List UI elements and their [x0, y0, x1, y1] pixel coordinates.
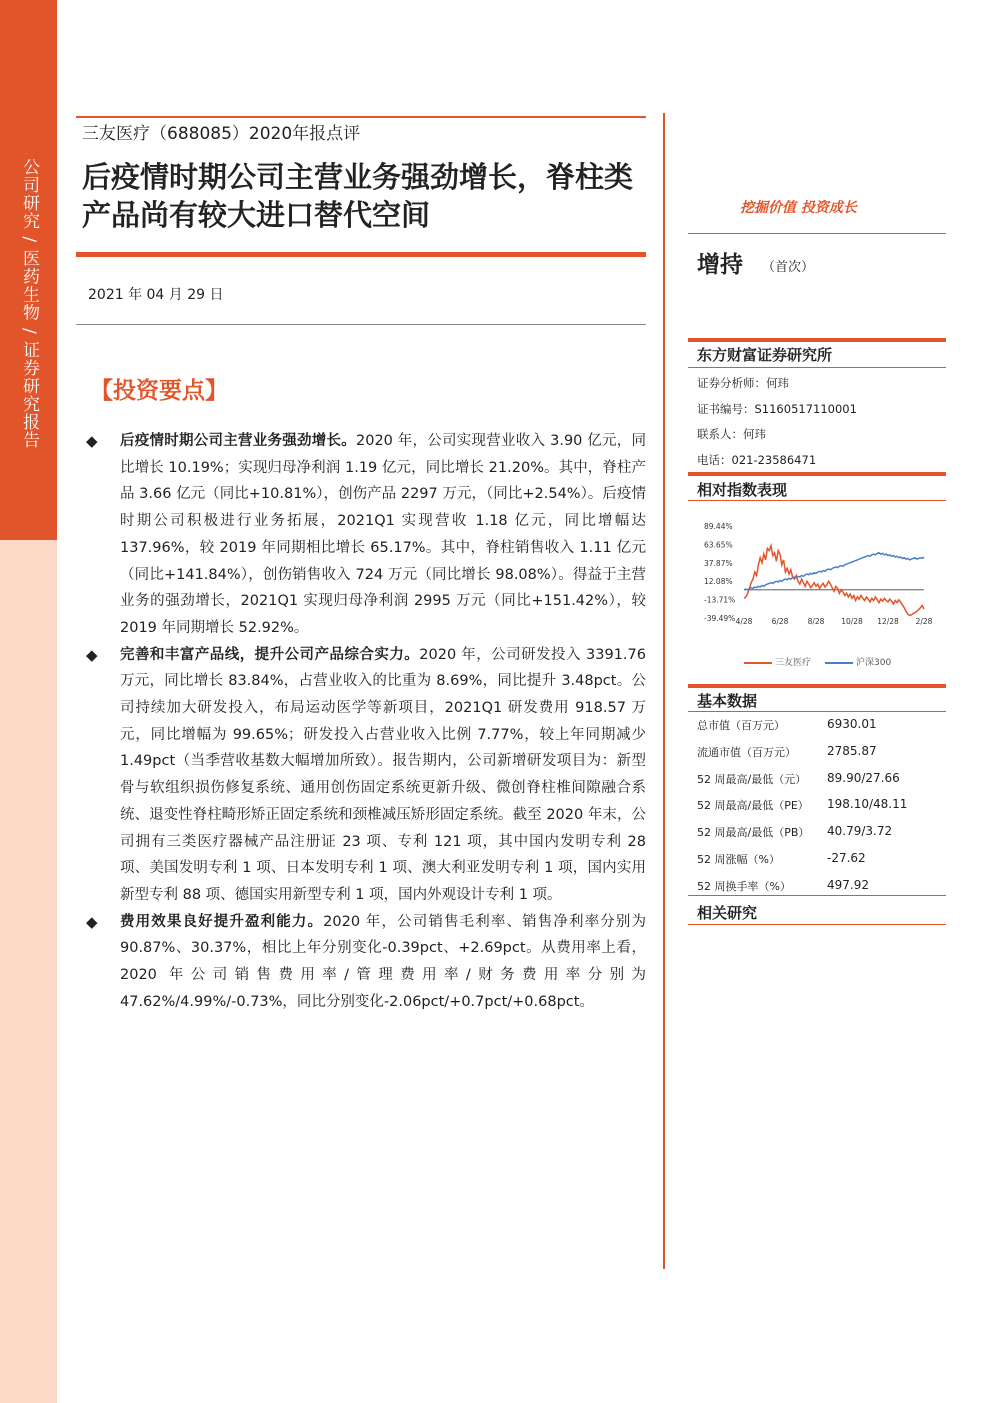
key-point-body: 2020 年，公司实现营业收入 3.90 亿元，同比增长 10.19%；实现归母净利润 1.19 亿元，同比增长 21.20%。其中，脊柱产品 3.66 亿元（同比+10.81%），创伤产品 2297 万元，（同比+2.54%）。后疫情时期公司积极进行业务拓展，2021Q1 实现营收 1.18 亿元，同比增幅达 137.96%，较 2019 年同期相比增长 65.17%。其中，脊柱销售收入 1.11 亿元（同比+141.84%），创伤销售收入 724 万元（同比增长 98.08%）。得益于主营业务的强劲增长，2021Q1 实现归母净利润 2995 万元（同比+151.42%），较 2019 年同期增长 52.92%。	[120, 433, 647, 636]
report-title: 后疫情时期公司主营业务强劲增长，脊柱类产品尚有较大进口替代空间	[82, 160, 634, 232]
y-tick-label: 63.65%	[704, 540, 733, 550]
x-tick-label: 12/28	[877, 617, 899, 626]
date-rule	[76, 324, 646, 325]
chart-legend	[744, 655, 891, 668]
basic-data-key: 52 周最高/最低（PE）	[697, 799, 809, 813]
x-tick-label: 6/28	[771, 617, 789, 626]
perf-heading: 相对指数表现	[697, 481, 788, 499]
basic-data-row	[697, 764, 942, 791]
legend-item-stock: 三友医疗	[744, 655, 811, 668]
series-line-index	[744, 553, 924, 590]
report-date: 2021 年 04 月 29 日	[88, 287, 224, 303]
basic-data-table	[697, 710, 942, 898]
basic-data-row	[697, 710, 942, 737]
analyst: 证券分析师：何玮	[697, 376, 789, 390]
basic-data-value: 497.92	[827, 877, 869, 892]
basic-data-value: 40.79/3.72	[827, 824, 893, 839]
related-heading: 相关研究	[697, 904, 758, 922]
key-point-body: 2020 年，公司研发投入 3391.76 万元，同比增长 83.84%，占营业收入的比重为 8.69%，同比提升 3.48pct。公司持续加大研发投入，布局运动医学等新项目，2021Q1 研发费用 918.57 万元，同比增幅为 99.65%；研发投入占营业收入比例 7.77%，较上年同期减少 1.49pct（当季营收基数大幅增加所致）。报告期内，公司新增研发项目为：新型骨与软组织损伤修复系统、通用创伤固定系统更新升级、微创脊柱椎间隙融合系统、退变性脊柱畸形矫正固定系统和颈椎减压矫形固定系统。截至 2020 年末，公司拥有三类医疗器械产品注册证 23 项、专利 121 项，其中国内发明专利 28 项、美国发明专利 1 项、日本发明专利 1 项、澳大利亚发明专利 1 项，国内实用新型专利 88 项、德国实用新型专利 1 项，国内外观设计专利 1 项。	[120, 646, 646, 903]
diamond-bullet-icon: ◆	[86, 432, 98, 450]
basic-data-row	[697, 844, 942, 871]
contact: 联系人：何玮	[697, 427, 766, 441]
basic-data-key: 52 周换手率（%）	[697, 879, 791, 893]
basic-data-row	[697, 817, 942, 844]
basic-data-row	[697, 871, 942, 898]
key-point	[86, 909, 646, 1016]
basic-data-value: -27.62	[827, 850, 866, 865]
basic-heading: 基本数据	[697, 692, 758, 710]
rating-note: （首次）	[762, 260, 815, 275]
slogan-rule	[688, 233, 946, 234]
basic-data-row	[697, 790, 942, 817]
basic-data-key: 52 周涨幅（%）	[697, 852, 780, 866]
key-point-lead: 完善和丰富产品线，提升公司产品综合实力。	[120, 646, 420, 663]
sidebar-category: 公司研究 / 医药生物 / 证券研究报告	[19, 158, 39, 450]
institute-bar	[688, 338, 946, 342]
y-tick-label: -13.71%	[704, 595, 736, 605]
section-heading: 【投资要点】	[90, 377, 228, 404]
basic-data-value: 198.10/48.11	[827, 797, 908, 812]
y-tick-label: 89.44%	[704, 522, 733, 531]
cert-number: 证书编号：S1160517110001	[697, 402, 857, 416]
report-subtitle: 三友医疗（688085）2020年报点评	[82, 124, 361, 144]
basic-data-key: 总市值（百万元）	[697, 719, 785, 732]
key-point	[86, 428, 646, 642]
header-rule	[76, 116, 646, 118]
perf-rule	[688, 500, 946, 501]
rating: 增持	[697, 252, 743, 278]
key-points	[86, 428, 646, 1015]
relative-performance-chart	[700, 518, 933, 638]
y-tick-label: 12.08%	[704, 577, 733, 587]
key-point	[86, 642, 646, 909]
x-tick-label: 8/28	[807, 617, 825, 626]
slogan: 挖掘价值 投资成长	[740, 200, 857, 216]
institute-name: 东方财富证券研究所	[697, 346, 833, 364]
institute-rule	[688, 367, 946, 368]
basic-data-key: 流通市值（百万元）	[697, 745, 796, 759]
y-tick-label: -39.49%	[704, 614, 736, 623]
key-point-body: 2020 年，公司销售毛利率、销售净利率分别为 90.87%、30.37%，相比上年分别变化-0.39pct、+2.69pct。从费用率上看，2020 年公司销售费用率/管理费用率/财务费用率分别为 47.62%/4.99%/-0.73%，同比分别变化-2.06pct/+0.7pct/+0.68pct。	[120, 913, 646, 1010]
legend-item-index: 沪深300	[825, 655, 891, 668]
basic-data-value: 2785.87	[827, 743, 877, 758]
phone: 电话：021-23586471	[697, 453, 817, 467]
basic-bar	[688, 684, 946, 688]
x-tick-label: 10/28	[841, 617, 863, 626]
key-point-lead: 后疫情时期公司主营业务强劲增长。	[120, 433, 356, 449]
basic-data-key: 52 周最高/最低（元）	[697, 772, 807, 786]
key-point-lead: 费用效果良好提升盈利能力。	[120, 913, 324, 930]
basic-data-key: 52 周最高/最低（PB）	[697, 826, 810, 840]
title-rule	[76, 252, 646, 257]
x-tick-label: 2/28	[915, 617, 933, 626]
column-divider	[663, 113, 665, 1269]
diamond-bullet-icon: ◆	[86, 645, 98, 664]
related-top-rule	[688, 895, 946, 896]
perf-bar	[688, 472, 946, 476]
basic-data-value: 89.90/27.66	[827, 770, 900, 785]
y-tick-label: 37.87%	[704, 558, 733, 568]
diamond-bullet-icon: ◆	[86, 912, 98, 931]
basic-data-value: 6930.01	[827, 717, 877, 731]
related-rule	[688, 924, 946, 925]
x-tick-label: 4/28	[735, 617, 753, 626]
basic-data-row	[697, 737, 942, 764]
side-strip	[0, 0, 57, 1403]
